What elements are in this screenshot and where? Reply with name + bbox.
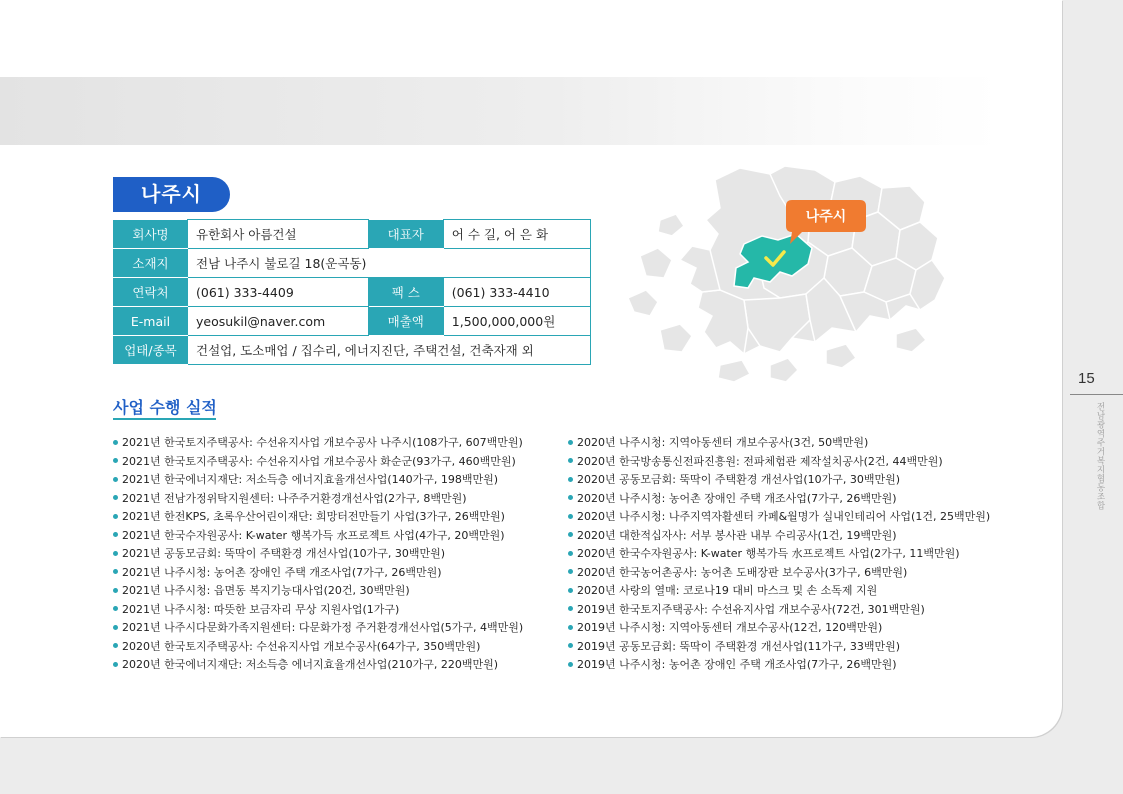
fax-label: 팩 스: [368, 278, 443, 307]
table-row: [114, 307, 591, 336]
record-item: 2020년 한국토지주택공사: 수선유지사업 개보수공사(64가구, 350백만원): [113, 638, 523, 657]
map-region: [658, 214, 684, 236]
section-underline: [113, 418, 216, 420]
map-region: [770, 358, 798, 382]
record-item: 2021년 한국수자원공사: K-water 행복가득 水프로젝트 사업(4가구, 20백만원): [113, 527, 523, 546]
table-row: [114, 278, 591, 307]
city-title: 나주시: [113, 177, 230, 212]
side-vertical-text: 전남광역주거복지협동조합: [1095, 402, 1105, 510]
record-item: 2021년 한국토지주택공사: 수선유지사업 개보수공사 나주시(108가구, 607백만원): [113, 434, 523, 453]
address-value: 전남 나주시 불로길 18(운곡동): [188, 249, 591, 278]
records-list-right: [568, 434, 990, 675]
record-item: 2021년 한국에너지재단: 저소득층 에너지효율개선사업(140가구, 198백만원): [113, 471, 523, 490]
sales-label: 매출액: [368, 307, 443, 336]
record-item: 2020년 공동모금회: 뚝딱이 주택환경 개선사업(10가구, 30백만원): [568, 471, 990, 490]
company-name-label: 회사명: [114, 220, 188, 249]
record-item: 2020년 나주시청: 농어촌 장애인 주택 개조사업(7가구, 26백만원): [568, 490, 990, 509]
phone-label: 연락처: [114, 278, 188, 307]
map-region: [718, 360, 750, 382]
record-item: 2019년 공동모금회: 뚝딱이 주택환경 개선사업(11가구, 33백만원): [568, 638, 990, 657]
jeonnam-map: [620, 160, 960, 390]
map-region: [896, 328, 926, 352]
record-item: 2020년 한국방송통신전파진흥원: 전파체험관 제작설치공사(2건, 44백만원): [568, 453, 990, 472]
records-list-left: [113, 434, 523, 675]
record-item: 2021년 나주시다문화가족지원센터: 다문화가정 주거환경개선사업(5가구, 4백만원): [113, 619, 523, 638]
record-item: 2020년 한국에너지재단: 저소득층 에너지효율개선사업(210가구, 220백만원): [113, 656, 523, 675]
email-value: yeosukil@naver.com: [188, 307, 369, 336]
page-number: 15: [1078, 370, 1095, 387]
map-region: [698, 290, 748, 354]
map-region: [640, 248, 672, 278]
business-type-label: 업태/종목: [114, 336, 188, 365]
record-item: 2019년 나주시청: 농어촌 장애인 주택 개조사업(7가구, 26백만원): [568, 656, 990, 675]
record-item: 2020년 한국농어촌공사: 농어촌 도배장판 보수공사(3가구, 6백만원): [568, 564, 990, 583]
record-item: 2021년 전남가정위탁지원센터: 나주주거환경개선사업(2가구, 8백만원): [113, 490, 523, 509]
record-item: 2020년 나주시청: 지역아동센터 개보수공사(3건, 50백만원): [568, 434, 990, 453]
table-row: [114, 249, 591, 278]
phone-value: (061) 333-4409: [188, 278, 369, 307]
record-item: 2021년 나주시청: 따뜻한 보금자리 무상 지원사업(1가구): [113, 601, 523, 620]
record-item: 2019년 나주시청: 지역아동센터 개보수공사(12건, 120백만원): [568, 619, 990, 638]
record-item: 2020년 나주시청: 나주지역자활센터 카페&월명가 실내인테리어 사업(1건, 25백만원): [568, 508, 990, 527]
table-row: [114, 220, 591, 249]
table-row: [114, 336, 591, 365]
map-callout-label: 나주시: [805, 209, 847, 225]
business-type-value: 건설업, 도소매업 / 집수리, 에너지진단, 주택건설, 건축자재 외: [188, 336, 591, 365]
record-item: 2020년 대한적십자사: 서부 봉사관 내부 수리공사(1건, 19백만원): [568, 527, 990, 546]
record-item: 2021년 한국토지주택공사: 수선유지사업 개보수공사 화순군(93가구, 460백만원): [113, 453, 523, 472]
map-region: [628, 290, 658, 316]
record-item: 2021년 공동모금회: 뚝딱이 주택환경 개선사업(10가구, 30백만원): [113, 545, 523, 564]
record-item: 2020년 한국수자원공사: K-water 행복가득 水프로젝트 사업(2가구, 11백만원): [568, 545, 990, 564]
header-banner: [0, 77, 1000, 145]
record-item: 2021년 한전KPS, 초록우산어린이재단: 희망터전만들기 사업(3가구, 26백만원): [113, 508, 523, 527]
company-info-table: [113, 219, 591, 365]
representative-value: 어 수 길, 어 은 화: [443, 220, 590, 249]
record-item: 2019년 한국토지주택공사: 수선유지사업 개보수공사(72건, 301백만원): [568, 601, 990, 620]
email-label: E-mail: [114, 307, 188, 336]
section-title: 사업 수행 실적: [113, 398, 217, 417]
record-item: 2021년 나주시청: 읍면동 복지기능대사업(20건, 30백만원): [113, 582, 523, 601]
page-sidebar: [1062, 0, 1123, 794]
page-number-divider: [1070, 394, 1123, 395]
sales-value: 1,500,000,000원: [443, 307, 590, 336]
fax-value: (061) 333-4410: [443, 278, 590, 307]
address-label: 소재지: [114, 249, 188, 278]
record-item: 2021년 나주시청: 농어촌 장애인 주택 개조사업(7가구, 26백만원): [113, 564, 523, 583]
company-name-value: 유한회사 아름건설: [188, 220, 369, 249]
record-item: 2020년 사랑의 열매: 코로나19 대비 마스크 및 손 소독제 지원: [568, 582, 990, 601]
map-region: [660, 324, 692, 352]
representative-label: 대표자: [368, 220, 443, 249]
map-region: [826, 344, 856, 368]
